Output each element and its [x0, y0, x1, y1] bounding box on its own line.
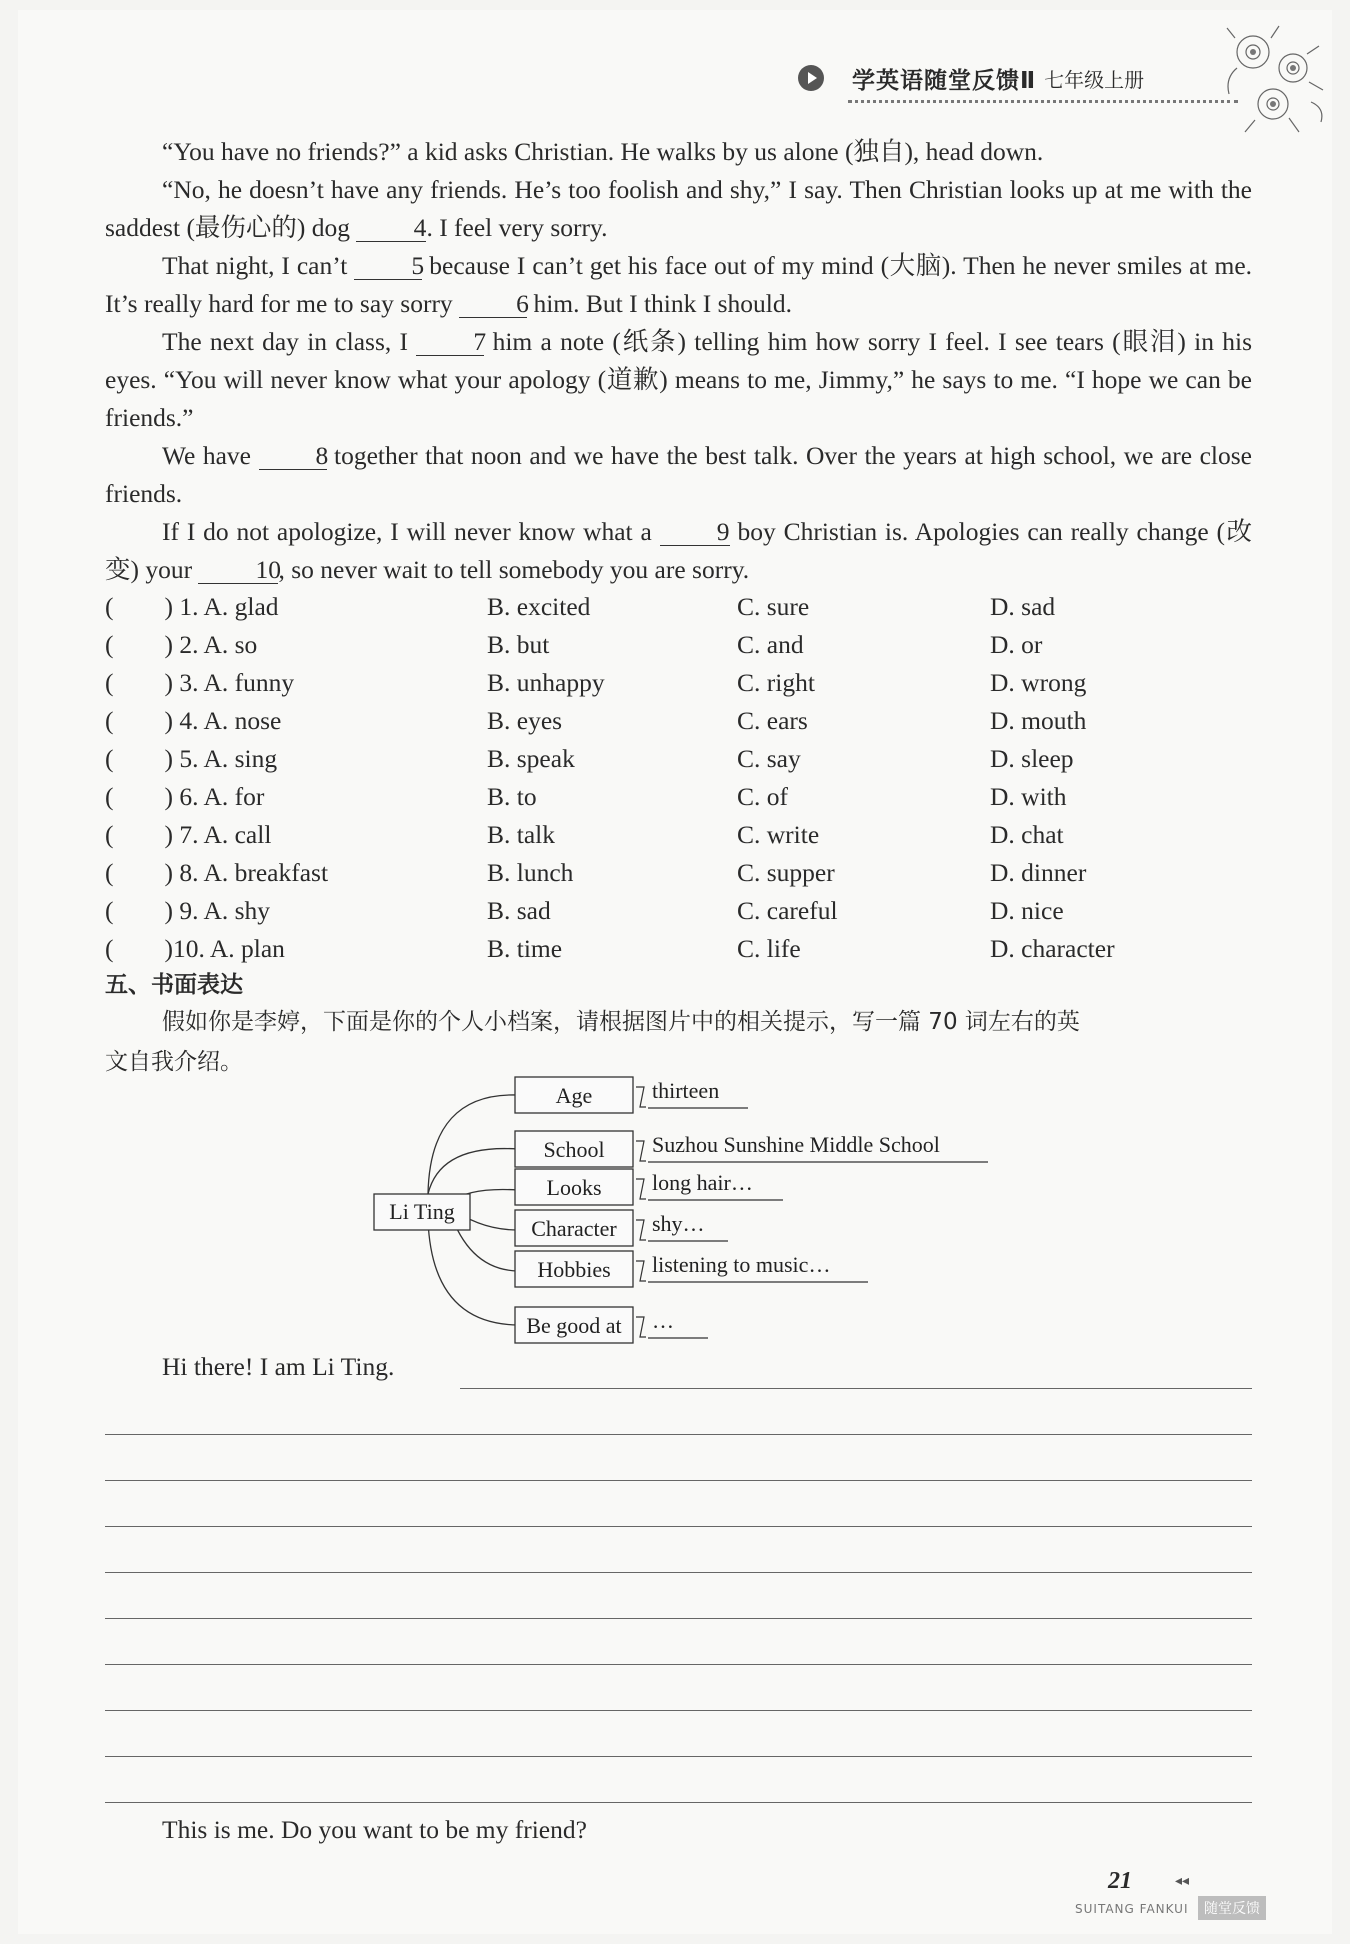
- option-a[interactable]: ( ) 6. A. for: [105, 782, 265, 811]
- option-b: B. speak: [487, 744, 575, 773]
- option-row: [105, 854, 1255, 892]
- option-row: [105, 816, 1255, 854]
- diagram-label: Age: [555, 1083, 593, 1108]
- option-b: B. but: [487, 630, 550, 659]
- writing-line[interactable]: [105, 1434, 1252, 1435]
- option-a[interactable]: ( ) 4. A. nose: [105, 706, 282, 735]
- diagram-value: thirteen: [652, 1078, 720, 1103]
- blank-5[interactable]: 5: [354, 253, 422, 280]
- header-title: 学英语随堂反馈Ⅱ: [852, 67, 1037, 94]
- option-d: D. sleep: [990, 744, 1074, 773]
- writing-line[interactable]: [105, 1618, 1252, 1619]
- writing-line[interactable]: [105, 1802, 1252, 1803]
- option-a[interactable]: ( ) 8. A. breakfast: [105, 858, 329, 887]
- passage-text: The next day in class, I: [162, 327, 409, 356]
- option-d: D. mouth: [990, 706, 1087, 735]
- diagram-label: Character: [531, 1216, 617, 1241]
- option-d: D. dinner: [990, 858, 1087, 887]
- option-b: B. sad: [487, 896, 551, 925]
- diagram-label: Looks: [546, 1175, 602, 1200]
- diagram-label: School: [543, 1137, 605, 1162]
- passage-text: together that noon and we have the best talk. Over the years at high school, we are close friends.: [105, 441, 1252, 508]
- connector-mark: [636, 1220, 646, 1240]
- passage-paragraph: [105, 323, 1252, 437]
- diagram-label: Hobbies: [537, 1257, 611, 1282]
- passage-text: That night, I can’t: [162, 251, 348, 280]
- blank-10[interactable]: 10: [198, 557, 278, 584]
- profile-diagram: [370, 1072, 990, 1362]
- option-b: B. excited: [487, 592, 591, 621]
- option-d: D. nice: [990, 896, 1064, 925]
- option-d: D. with: [990, 782, 1067, 811]
- center-label: Li Ting: [389, 1199, 455, 1224]
- option-a[interactable]: ( )10. A. plan: [105, 934, 285, 963]
- passage-text: If I do not apologize, I will never know what a: [162, 517, 652, 546]
- connector-mark: [636, 1141, 646, 1161]
- connector-mark: [636, 1317, 646, 1337]
- writing-line[interactable]: [460, 1388, 1252, 1389]
- option-row: [105, 588, 1255, 626]
- option-c: C. sure: [737, 592, 810, 621]
- option-d: D. chat: [990, 820, 1064, 849]
- section-title: 五、书面表达: [105, 972, 243, 998]
- blank-6[interactable]: 6: [459, 291, 527, 318]
- option-row: [105, 702, 1255, 740]
- option-row: [105, 892, 1255, 930]
- diagram-value: Suzhou Sunshine Middle School: [652, 1132, 940, 1157]
- connector-mark: [636, 1261, 646, 1281]
- writing-instruction: 文自我介绍。: [105, 1049, 243, 1075]
- diagram-value: …: [652, 1308, 674, 1333]
- passage-text: . I feel very sorry.: [426, 213, 608, 242]
- writing-line[interactable]: [105, 1710, 1252, 1711]
- option-row: [105, 778, 1255, 816]
- option-row: [105, 930, 1255, 968]
- play-icon: [798, 65, 824, 91]
- flower-decoration-icon: [1215, 18, 1335, 138]
- passage-text: him a note (纸条) telling him how sorry I feel. I see tears (眼泪) in his eyes. “You will never know what your apology (道歉) means to me, Jimmy,” he says to me. “I hope we can be friends.”: [105, 327, 1253, 432]
- passage-text: him. But I think I should.: [533, 289, 792, 318]
- passage-paragraph: [105, 513, 1252, 589]
- passage-text: boy Christian is. Apologies can really change (改变) your: [105, 517, 1253, 584]
- writing-line[interactable]: [105, 1480, 1252, 1481]
- writing-line[interactable]: [105, 1756, 1252, 1757]
- option-c: C. of: [737, 782, 788, 811]
- option-c: C. and: [737, 630, 804, 659]
- passage-text: because I can’t get his face out of my mind (大脑). Then he never smiles at me. It’s really hard for me to say sorry: [105, 251, 1253, 318]
- option-a[interactable]: ( ) 9. A. shy: [105, 896, 271, 925]
- passage-text: “No, he doesn’t have any friends. He’s too foolish and shy,” I say. Then Christian looks up at me with the saddest (最伤心的) dog: [105, 175, 1252, 242]
- blank-7[interactable]: 7: [416, 329, 484, 356]
- writing-start: Hi there! I am Li Ting.: [162, 1352, 395, 1381]
- option-c: C. supper: [737, 858, 835, 887]
- blank-4[interactable]: 4: [356, 215, 426, 242]
- option-row: [105, 626, 1255, 664]
- option-b: B. time: [487, 934, 563, 963]
- blank-8[interactable]: 8: [259, 443, 327, 470]
- passage-text: , so never wait to tell somebody you are sorry.: [278, 555, 750, 584]
- option-row: [105, 740, 1255, 778]
- page-number: 21: [1108, 1868, 1132, 1894]
- option-d: D. sad: [990, 592, 1056, 621]
- connector-mark: [636, 1087, 646, 1107]
- writing-line[interactable]: [105, 1572, 1252, 1573]
- diagram-value: listening to music…: [652, 1252, 831, 1277]
- footer-brand: SUITANG FANKUI: [1075, 1902, 1189, 1916]
- passage-text: We have: [162, 441, 251, 470]
- option-b: B. unhappy: [487, 668, 605, 697]
- option-c: C. careful: [737, 896, 838, 925]
- option-b: B. to: [487, 782, 537, 811]
- option-c: C. ears: [737, 706, 808, 735]
- passage-paragraph: [105, 171, 1252, 247]
- option-a[interactable]: ( ) 3. A. funny: [105, 668, 295, 697]
- option-row: [105, 664, 1255, 702]
- writing-instruction: 假如你是李婷，下面是你的个人小档案，请根据图片中的相关提示，写一篇 70 词左右的英: [162, 1009, 1080, 1035]
- option-c: C. life: [737, 934, 801, 963]
- header-subtitle: 七年级上册: [1044, 67, 1145, 92]
- option-a[interactable]: ( ) 5. A. sing: [105, 744, 278, 773]
- diagram-value: long hair…: [652, 1170, 753, 1195]
- writing-line[interactable]: [105, 1664, 1252, 1665]
- option-d: D. or: [990, 630, 1043, 659]
- option-b: B. talk: [487, 820, 555, 849]
- passage-text: “You have no friends?” a kid asks Christian. He walks by us alone (独自), head down.: [162, 137, 1044, 166]
- header-divider: [848, 100, 1238, 103]
- passage-paragraph: [105, 437, 1252, 513]
- footer-badge: 随堂反馈: [1198, 1896, 1266, 1920]
- diagram-label: Be good at: [526, 1313, 622, 1338]
- option-c: C. right: [737, 668, 815, 697]
- arrow-icon: ◂◂: [1175, 1873, 1190, 1889]
- option-d: D. character: [990, 934, 1115, 963]
- option-a[interactable]: ( ) 2. A. so: [105, 630, 258, 659]
- writing-end: This is me. Do you want to be my friend?: [162, 1815, 587, 1844]
- diagram-value: shy…: [652, 1211, 705, 1236]
- option-a[interactable]: ( ) 1. A. glad: [105, 592, 279, 621]
- passage-paragraph: [105, 247, 1252, 323]
- option-c: C. say: [737, 744, 801, 773]
- header: [798, 58, 1144, 98]
- option-b: B. lunch: [487, 858, 574, 887]
- option-c: C. write: [737, 820, 820, 849]
- option-b: B. eyes: [487, 706, 563, 735]
- connector-mark: [636, 1179, 646, 1199]
- blank-9[interactable]: 9: [660, 519, 730, 546]
- option-d: D. wrong: [990, 668, 1087, 697]
- passage-paragraph: [105, 133, 1252, 171]
- option-a[interactable]: ( ) 7. A. call: [105, 820, 272, 849]
- writing-line[interactable]: [105, 1526, 1252, 1527]
